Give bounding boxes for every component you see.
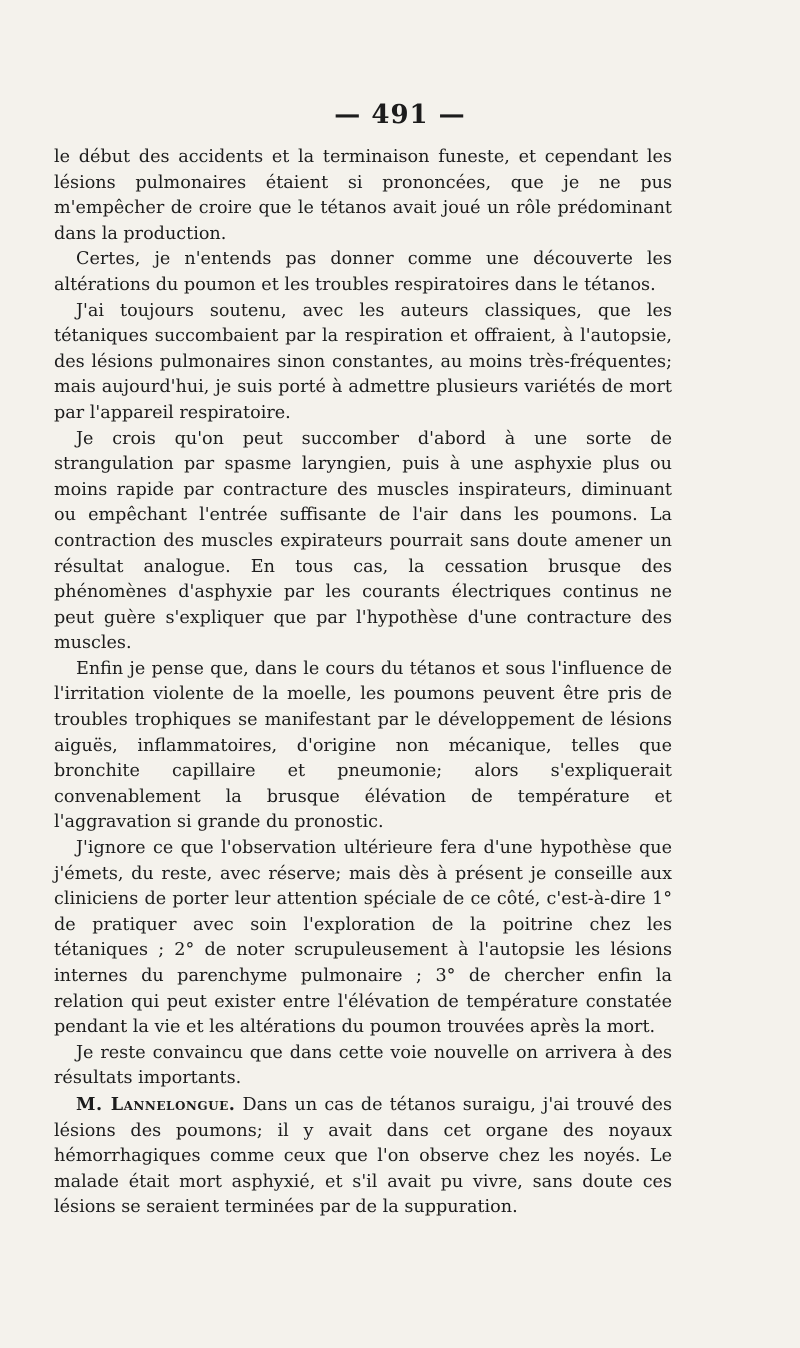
speaker-paragraph [54,1092,672,1221]
paragraph-1: le début des accidents et la terminaison funeste, et cependant les lésions pulmonaires étaient si prononcées, que je ne pus m'empêcher de croire que le tétanos avait joué un rôle prédominant dans la production. [54,147,672,244]
paragraph-2: Certes, je n'entends pas donner comme une découverte les altérations du poumon et les troubles respiratoires dans le tétanos. [54,249,672,295]
speaker-text: Dans un cas de tétanos suraigu, j'ai trouvé des lésions des poumons; il y avait dans cet organe des noyaux hémorrhagiques comme ceux que l'on observe chez les noyés. Le malade était mort asphyxié, et s'il avait pu vivre, sans doute ces lésions se seraient terminées par de la suppuration. [54,1094,672,1218]
body-text [54,145,672,1221]
paragraph-4: Je crois qu'on peut succomber d'abord à une sorte de strangulation par spasme laryngien, puis à une asphyxie plus ou moins rapide par contracture des muscles inspirateurs, diminuant ou empêchant l'entrée suffisante de l'air dans les poumons. La contraction des muscles expirateurs pourrait sans doute amener un résultat analogue. En tous cas, la cessation brusque des phénomènes d'asphyxie par les courants électriques continus ne peut guère s'expliquer que par l'hypothèse d'une contracture des muscles. [54,428,672,654]
page-number-header: — 491 — [334,100,466,130]
paragraph-3: J'ai toujours soutenu, avec les auteurs classiques, que les tétaniques succombaient par la respiration et offraient, à l'autopsie, des lésions pulmonaires sinon constantes, au moins très-fréquentes; mais aujourd'hui, je suis porté à admettre plusieurs variétés de mort par l'appareil respiratoire. [54,300,672,423]
paragraph-7: Je reste convaincu que dans cette voie nouvelle on arrivera à des résultats importants. [54,1042,672,1089]
speaker-name: M. Lannelongue. [76,1093,236,1115]
paragraph-5: Enfin je pense que, dans le cours du tétanos et sous l'influence de l'irritation violente de la moelle, les poumons peuvent être pris de troubles trophiques se manifestant par le développement de lésions aiguës, inflammatoires, d'origine non mécanique, telles que bronchite capillaire et pneumonie; alors s'expliquerait convenablement la brusque élévation de température et l'aggravation si grande du pronostic. [54,658,672,833]
paragraph-6: J'ignore ce que l'observation ultérieure fera d'une hypothèse que j'émets, du reste, avec réserve; mais dès à présent je conseille aux cliniciens de porter leur attention spéciale de ce côté, c'est-à-dire 1° de pratiquer avec soin l'exploration de la poitrine chez les tétaniques ; 2° de noter scrupuleusement à l'autopsie les lésions internes du parenchyme pulmonaire ; 3° de chercher enfin la relation qui peut exister entre l'élévation de température constatée pendant la vie et les altérations du poumon trouvées après la mort. [54,838,672,1038]
